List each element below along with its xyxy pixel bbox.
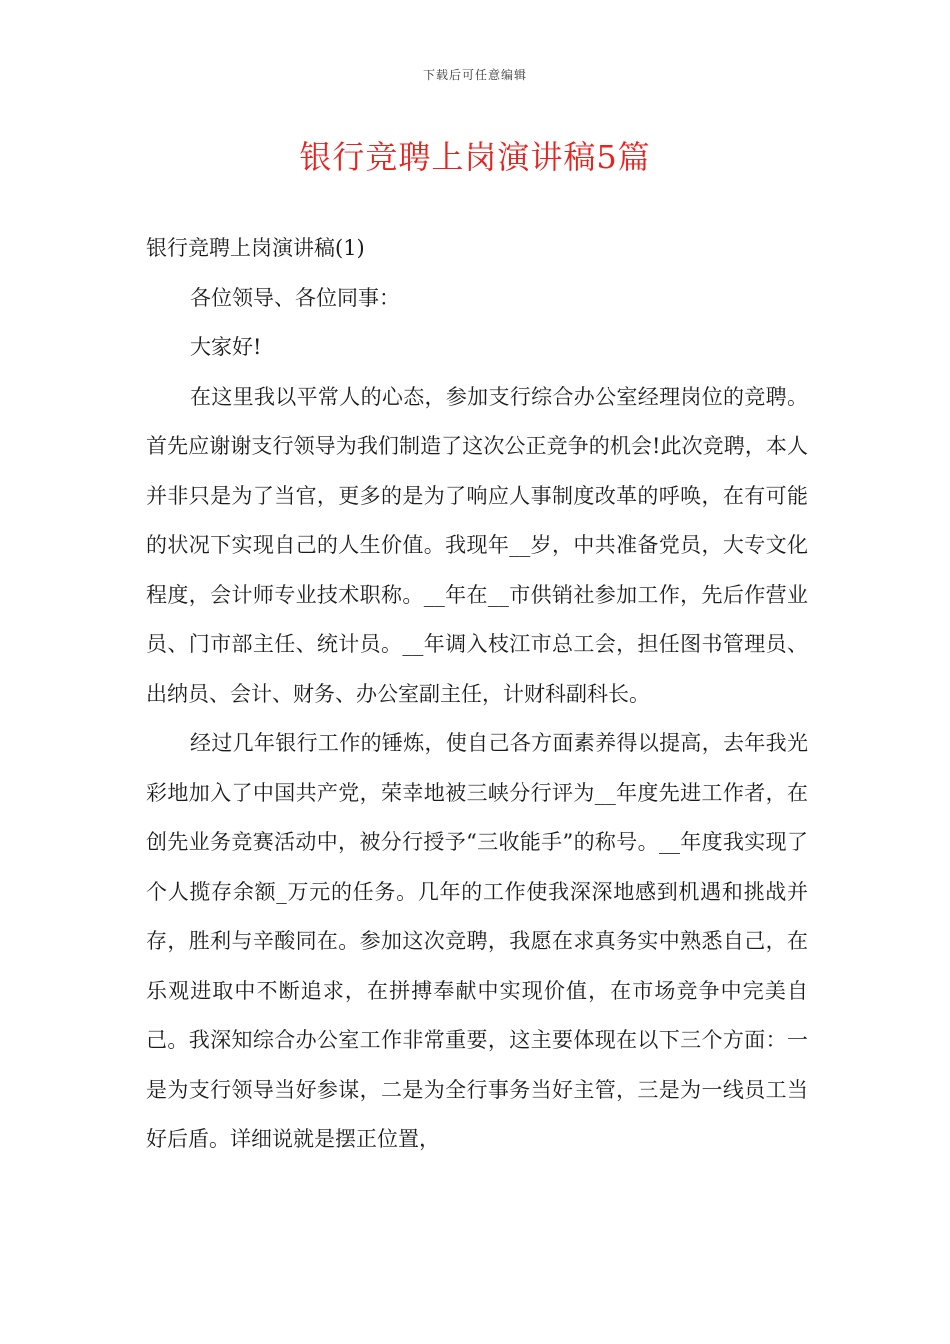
salutation: 各位领导、各位同事：	[190, 285, 400, 310]
document-body	[146, 224, 808, 1165]
section-subtitle: 银行竞聘上岗演讲稿(1)	[146, 236, 365, 260]
paragraph: 经过几年银行工作的锤炼，使自己各方面素养得以提高，去年我光彩地加入了中国共产党，荣幸地被三峡分行评为__年度先进工作者，在创先业务竞赛活动中，被分行授予“三收能手”的称号。__年度我实现了个人揽存余额_万元的任务。几年的工作使我深深地感到机遇和挑战并存，胜利与辛酸同在。参加这次竞聘，我愿在求真务实中熟悉自己，在乐观进取中不断追求，在拼搏奉献中实现价值，在市场竞争中完美自己。我深知综合办公室工作非常重要，这主要体现在以下三个方面：一是为支行领导当好参谋，二是为全行事务当好主管，三是为一线员工当好后盾。详细说就是摆正位置，	[146, 731, 808, 1151]
greeting: 大家好!	[190, 335, 262, 359]
document-title: 银行竞聘上岗演讲稿5篇	[299, 138, 651, 176]
page-header-note: 下载后可任意编辑	[422, 68, 527, 82]
paragraph: 在这里我以平常人的心态，参加支行综合办公室经理岗位的竞聘。首先应谢谢支行领导为我们制造了这次公正竞争的机会!此次竞聘，本人并非只是为了当官，更多的是为了响应人事制度改革的呼唤，在有可能的状况下实现自己的人生价值。我现年__岁，中共准备党员，大专文化程度，会计师专业技术职称。__年在__市供销社参加工作，先后作营业员、门市部主任、统计员。__年调入枝江市总工会，担任图书管理员、出纳员、会计、财务、办公室副主任，计财科副科长。	[146, 384, 808, 706]
